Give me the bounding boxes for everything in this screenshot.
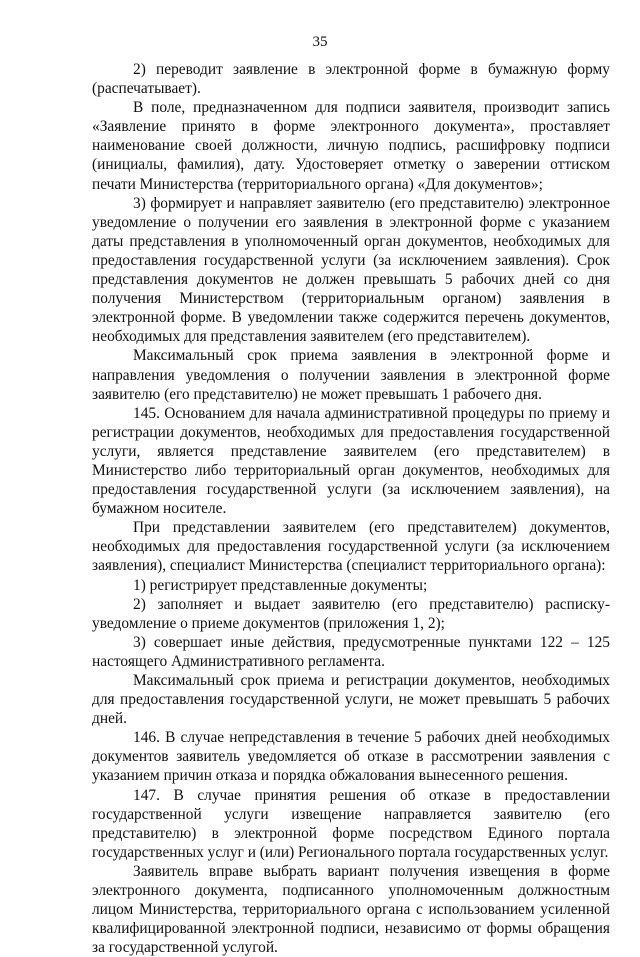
page-number: 35 [312,34,328,50]
paragraph-3: 3) формирует и направляет заявителю (его представителю) электронное уведомление о получении его заявления в электронной форме с указанием даты представления в уполномоченный орган документов, необходимых для предоставления государственной услуги (за исключением заявления). Срок представления документов не должен превышать 5 рабочих дней со дня получения Министерством (территориальным органом) заявления в электронной форме. В уведомлении также содержится перечень документов, необходимых для представления заявителем (его представителем). [92,194,610,346]
paragraph-9: 3) совершает иные действия, предусмотренные пунктами 122 – 125 настоящего Административного регламента. [92,633,610,670]
paragraph-10: Максимальный срок приема и регистрации документов, необходимых для предоставления государственной услуги, не может превышать 5 рабочих дней. [92,672,610,728]
document-body [92,60,610,957]
paragraph-1: 2) переводит заявление в электронной форме в бумажную форму (распечатывает). [92,61,610,98]
paragraph-8: 2) заполняет и выдает заявителю (его представителю) расписку-уведомление о приеме документов (приложения 1, 2); [92,595,610,632]
paragraph-5: 145. Основанием для начала административной процедуры по приему и регистрации документов, необходимых для предоставления государственной услуги, является представление заявителем (его представителем) в Министерство либо территориальный орган документов, необходимых для предоставления государственной услуги (за исключением заявления), на бумажном носителе. [92,404,610,518]
paragraph-11: 146. В случае непредставления в течение 5 рабочих дней необходимых документов заявитель уведомляется об отказе в рассмотрении заявления с указанием причин отказа и порядка обжалования вынесенного решения. [92,729,610,785]
paragraph-6: При представлении заявителем (его представителем) документов, необходимых для предоставления государственной услуги (за исключением заявления), специалист Министерства (специалист территориального органа): [92,519,610,575]
paragraph-2: В поле, предназначенном для подписи заявителя, производит запись «Заявление принято в форме электронного документа», проставляет наименование своей должности, личную подпись, расшифровку подписи (инициалы, фамилия), дату. Удостоверяет отметку о заверении оттиском печати Министерства (территориального органа) «Для документов»; [92,99,610,193]
paragraph-13: Заявитель вправе выбрать вариант получения извещения в форме электронного документа, подписанного уполномоченным должностным лицом Министерства, территориального органа с использованием усиленной квалифицированной электронной подписи, независимо от формы обращения за государственной услугой. [92,862,610,957]
paragraph-4: Максимальный срок приема заявления в электронной форме и направления уведомления о получении заявления в электронной форме заявителю (его представителю) не может превышать 1 рабочего дня. [92,347,610,403]
paragraph-12: 147. В случае принятия решения об отказе в предоставлении государственной услуги извещение направляется заявителю (его представителю) в электронной форме посредством Единого портала государственных услуг и (или) Регионального портала государственных услуг. [92,786,610,861]
paragraph-7: 1) регистрирует представленные документы; [133,576,428,594]
